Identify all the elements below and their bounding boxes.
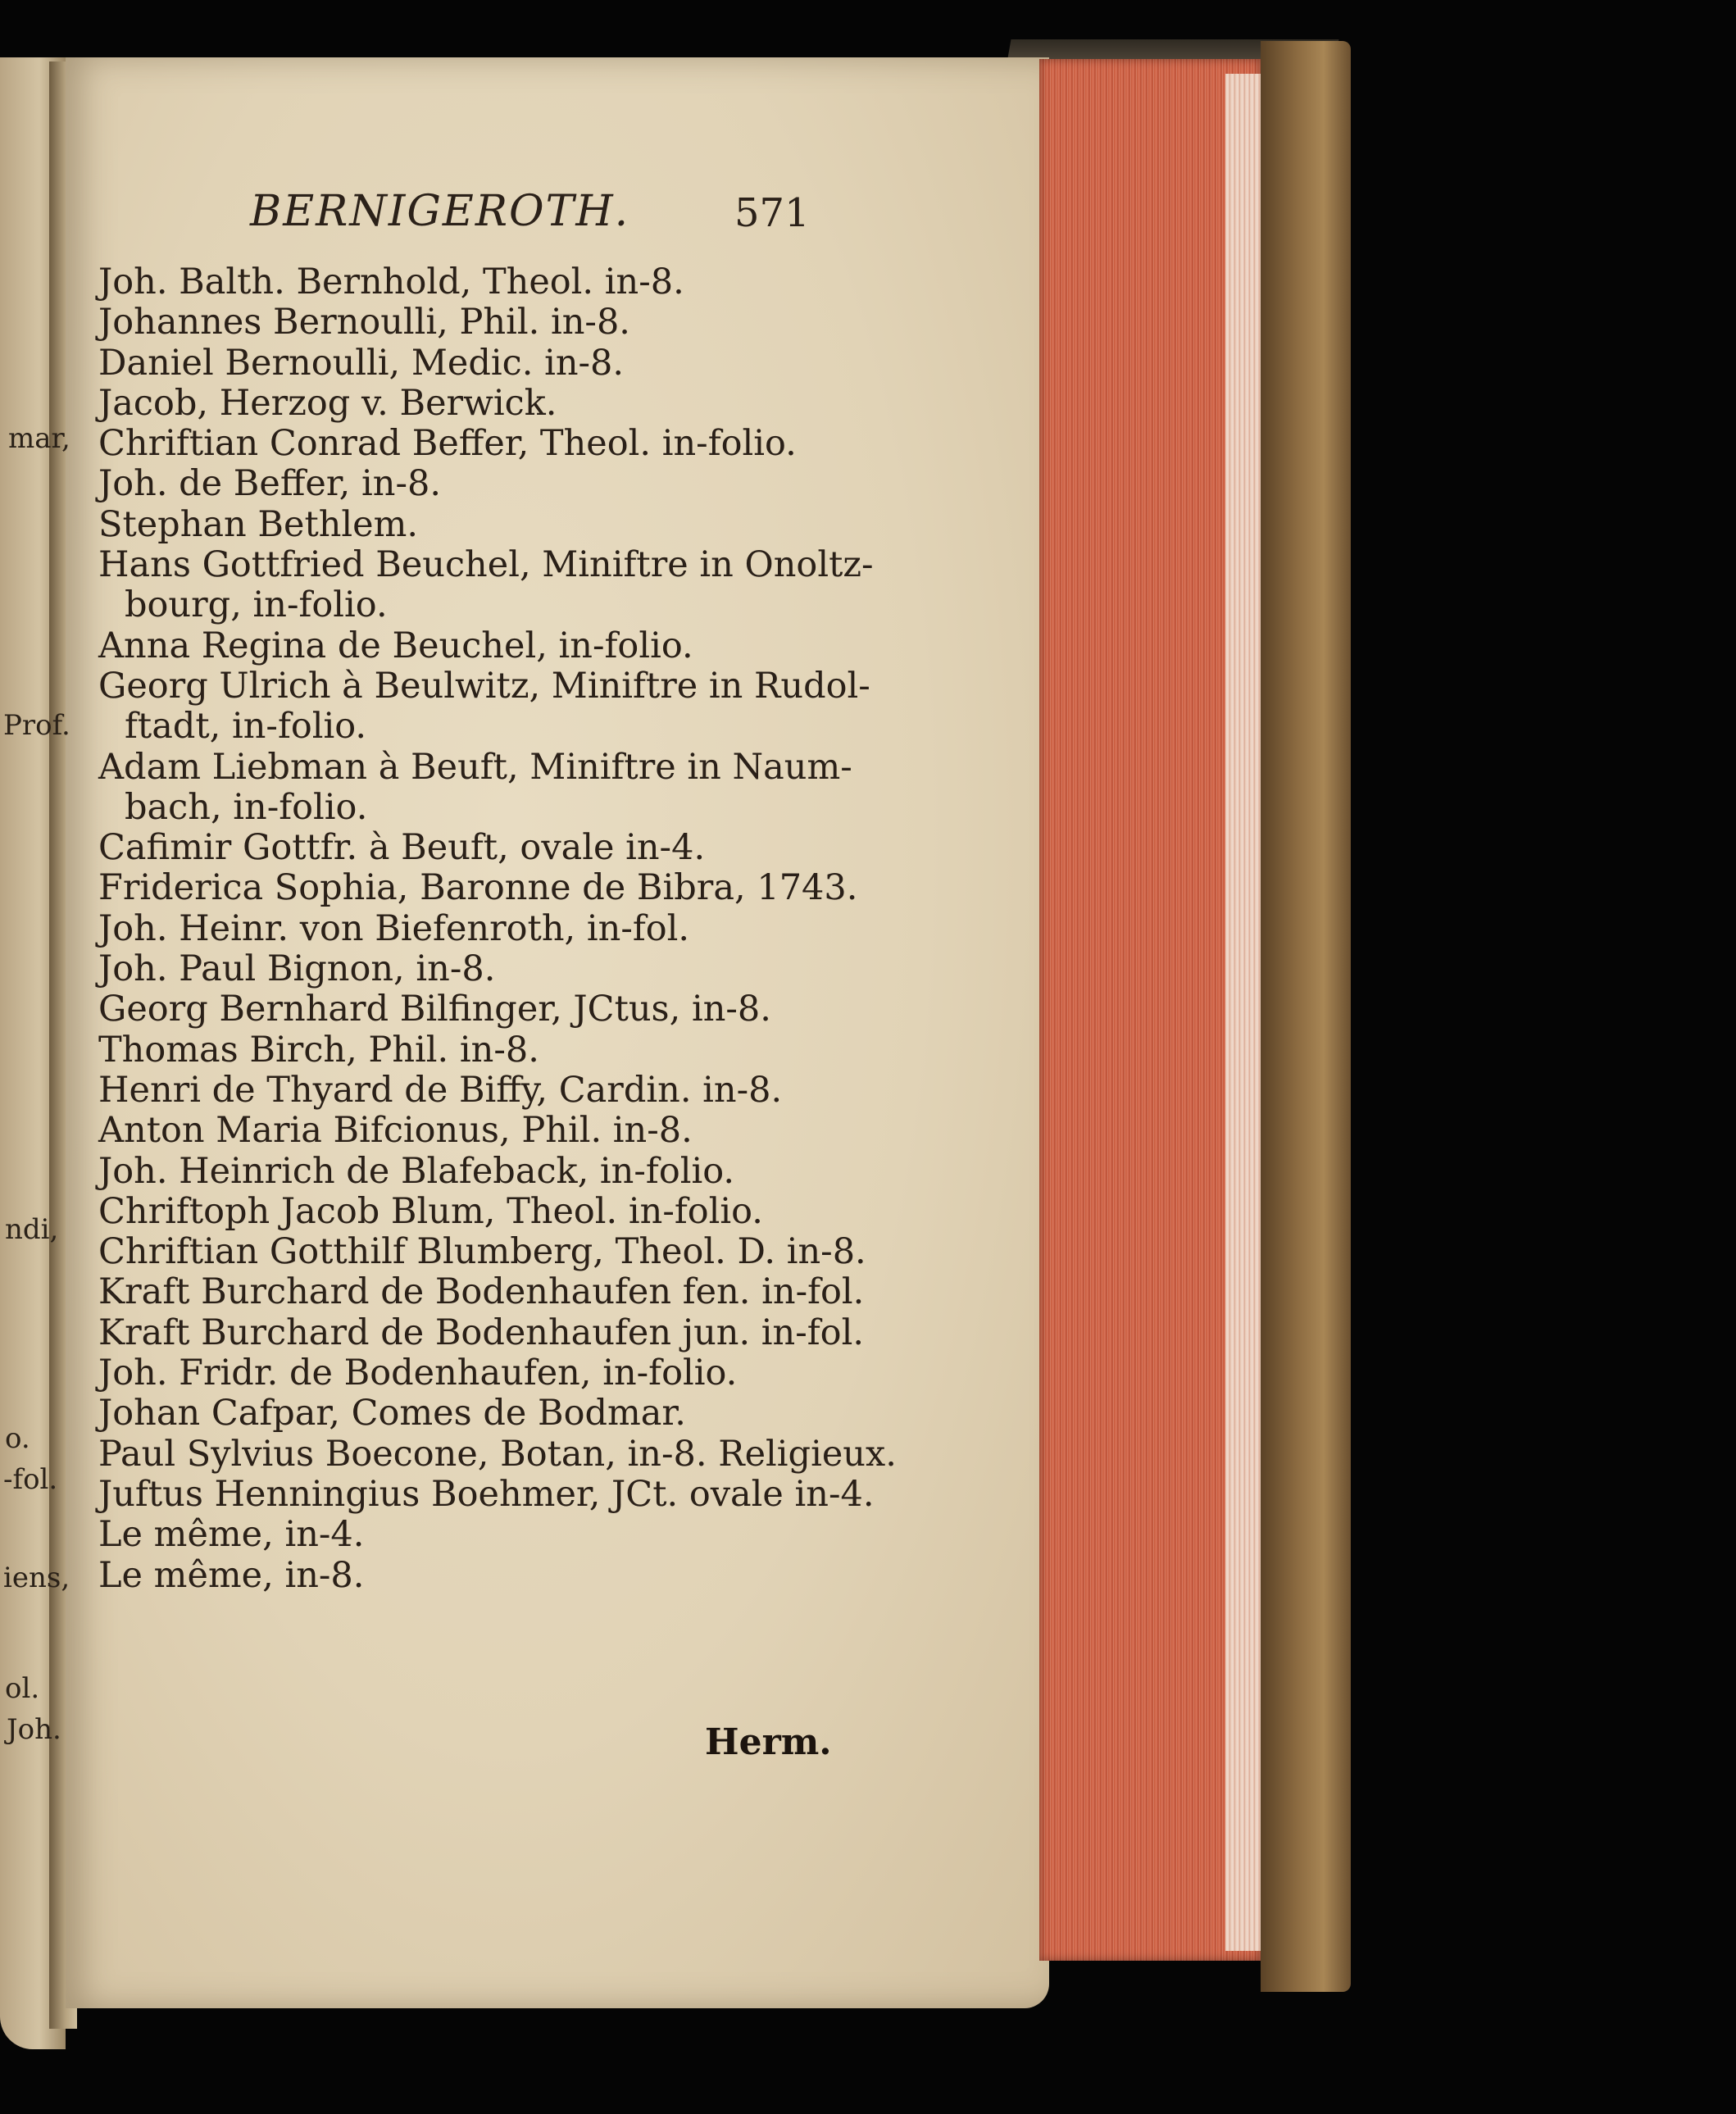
entry-line: Anton Maria Bifcionus, Phil. in-8. bbox=[98, 1110, 693, 1152]
entry-line: Joh. Balth. Bernhold, Theol. in-8. bbox=[98, 261, 684, 302]
entry-line: Hans Gottfried Beuchel, Miniftre in Onoltz- bbox=[98, 544, 874, 586]
entry-line: Kraft Burchard de Bodenhaufen jun. in-fol. bbox=[98, 1312, 864, 1353]
entry-line: Johannes Bernoulli, Phil. in-8. bbox=[98, 302, 630, 343]
entry-line: Henri de Thyard de Biffy, Cardin. in-8. bbox=[98, 1069, 783, 1111]
book-cover-board bbox=[1261, 41, 1351, 1992]
entry-line: Joh. Heinr. von Biefenroth, in-fol. bbox=[98, 907, 690, 949]
entry-continuation: bourg, in-folio. bbox=[125, 584, 388, 626]
entry-line: Chriftoph Jacob Blum, Theol. in-folio. bbox=[98, 1190, 763, 1232]
entry-line: Joh. Heinrich de Blafeback, in-folio. bbox=[98, 1150, 735, 1192]
entry-line: Kraft Burchard de Bodenhaufen fen. in-fol. bbox=[98, 1271, 865, 1313]
left-fragment: ol. bbox=[5, 1672, 40, 1705]
entry-continuation: bach, in-folio. bbox=[125, 786, 368, 828]
entry-line: Le même, in-4. bbox=[98, 1514, 365, 1556]
running-head: BERNIGEROTH. bbox=[250, 187, 630, 236]
page-edges-light bbox=[1225, 74, 1262, 1951]
page-number: 571 bbox=[734, 190, 810, 236]
entry-line: Joh. de Beffer, in-8. bbox=[98, 463, 442, 505]
entry-line: Chriftian Gotthilf Blumberg, Theol. D. in-8. bbox=[98, 1231, 866, 1273]
left-fragment: iens, bbox=[3, 1562, 70, 1594]
entry-line: Georg Bernhard Bilfinger, JCtus, in-8. bbox=[98, 989, 771, 1030]
entry-line: Joh. Paul Bignon, in-8. bbox=[98, 948, 496, 990]
left-fragment: o. bbox=[5, 1422, 30, 1455]
entry-line: Jacob, Herzog v. Berwick. bbox=[98, 382, 557, 424]
entry-line: Cafimir Gottfr. à Beuft, ovale in-4. bbox=[98, 827, 706, 869]
entry-line: Daniel Bernoulli, Medic. in-8. bbox=[98, 342, 625, 384]
entry-line: Thomas Birch, Phil. in-8. bbox=[98, 1029, 539, 1071]
entry-line: Stephan Bethlem. bbox=[98, 503, 419, 545]
entry-line: Friderica Sophia, Baronne de Bibra, 1743. bbox=[98, 867, 858, 909]
left-fragment: mar, bbox=[8, 422, 70, 455]
catchword: Herm. bbox=[705, 1721, 832, 1763]
left-fragment: Prof. bbox=[3, 709, 70, 742]
left-fragment: Joh. bbox=[7, 1713, 61, 1746]
entry-line: Paul Sylvius Boecone, Botan, in-8. Religieux. bbox=[98, 1433, 897, 1475]
entry-line: Joh. Fridr. de Bodenhaufen, in-folio. bbox=[98, 1353, 738, 1394]
entry-continuation: ftadt, in-folio. bbox=[125, 706, 367, 748]
entry-list bbox=[98, 261, 897, 1596]
entry-line: Le même, in-8. bbox=[98, 1554, 365, 1596]
entry-line: Johan Cafpar, Comes de Bodmar. bbox=[98, 1393, 686, 1434]
left-fragment: -fol. bbox=[3, 1463, 58, 1496]
entry-line: Georg Ulrich à Beulwitz, Miniftre in Rudol- bbox=[98, 665, 870, 707]
entry-line: Chriftian Conrad Beffer, Theol. in-folio. bbox=[98, 423, 797, 465]
entry-line: Anna Regina de Beuchel, in-folio. bbox=[98, 625, 693, 666]
entry-line: Juftus Henningius Boehmer, JCt. ovale in-4. bbox=[98, 1473, 875, 1515]
left-fragment: ndi, bbox=[5, 1213, 59, 1246]
entry-line: Adam Liebman à Beuft, Miniftre in Naum- bbox=[98, 746, 852, 788]
